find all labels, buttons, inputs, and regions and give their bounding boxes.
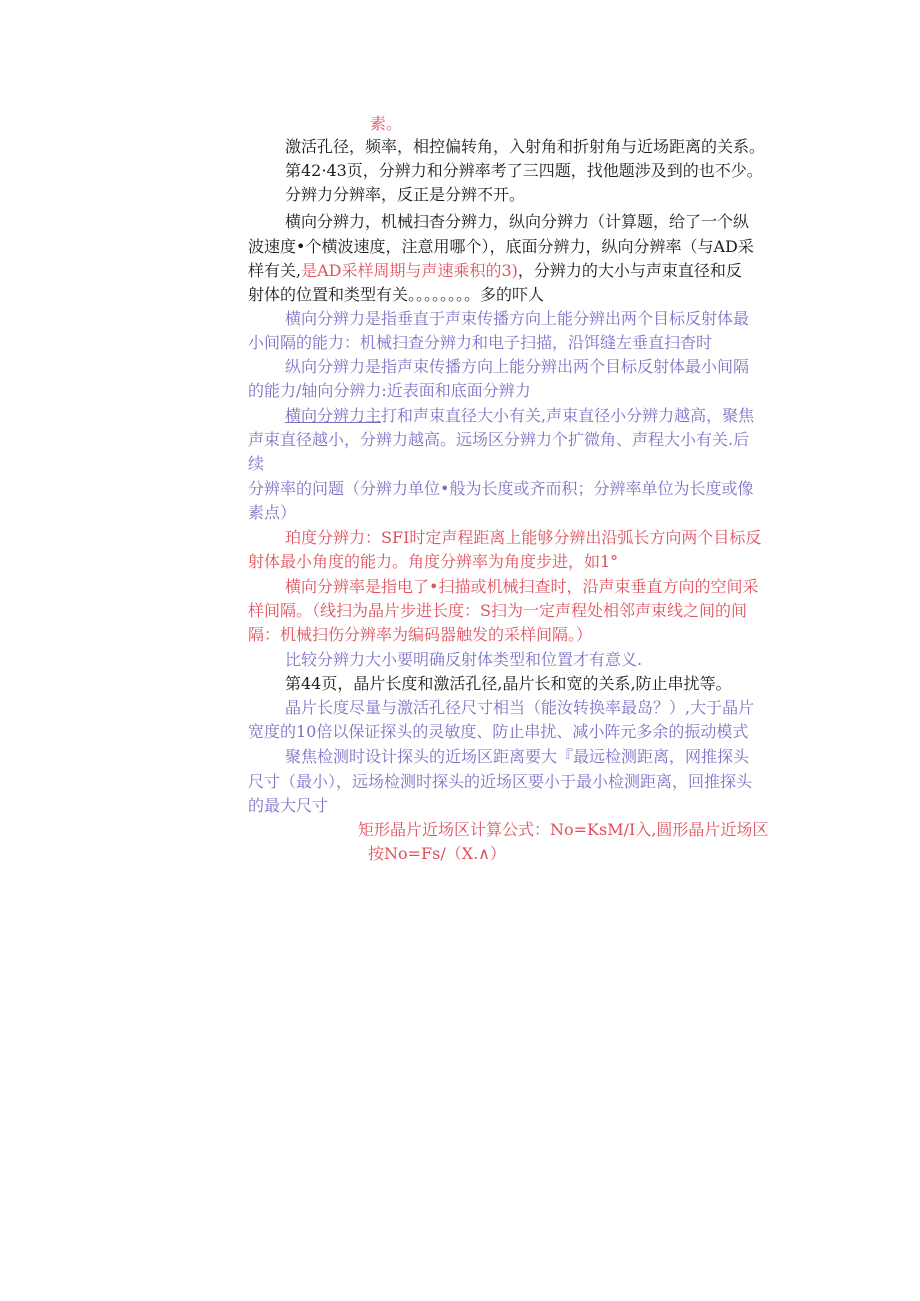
text-line-19: 射体最小角度的能力。角度分辨率为角度步进，如1° xyxy=(248,552,619,571)
text-line-13: 横向分辨力主打和声束直径大小有关,声束直径小分辨力越高，聚焦 xyxy=(285,406,755,425)
text-line-25: 晶片长度尽量与激活孔径尺寸相当（能汝转换率最岛？）,大于晶片 xyxy=(285,698,755,717)
text-line-23: 比较分辨力大小要明确反射体类型和位置才有意义. xyxy=(285,650,643,669)
text-line-11: 纵向分辨力是指声束传播方向上能分辨出两个目标反射体最小间隔 xyxy=(285,357,750,376)
text-line-7: 样有关,是AD采样周期与声速乘积的3)，分辨力的大小与声束直径和反 xyxy=(248,261,742,280)
text-line-26: 宽度的10倍以保证探头的灵敏度、防止串扰、减小阵元多余的振动模式 xyxy=(248,722,749,741)
text-line-28: 尺寸（最小），远场检测时探头的近场区要小于最小检测距离，回推探头 xyxy=(248,772,753,791)
text-line-21: 样间隔。（线扫为晶片步进长度：S扫为一定声程处相邻声束线之间的间 xyxy=(248,601,747,620)
text-line-24: 第44页，晶片长度和激活孔径,晶片长和宽的关系,防止串扰等。 xyxy=(285,674,732,693)
text-line-17: 素点） xyxy=(248,503,297,522)
text-line-31: 按No=Fs/（X.∧） xyxy=(368,844,506,863)
ad-sampling-note: 是AD采样周期与声速乘积的3) xyxy=(301,261,518,280)
text-line-3: 第42·43页，分辨力和分辨率考了三四题，找他题涉及到的也不少。 xyxy=(285,161,763,180)
text-line-8: 射体的位置和类型有关。。。。。。。。多的吓人 xyxy=(248,285,545,304)
text-line-22: 隔：机械扫伤分辨率为编码器触发的采样间隔。） xyxy=(248,625,593,644)
text-line-9: 横向分辨力是指垂直于声束传播方向上能分辨出两个目标反射体最 xyxy=(285,309,750,328)
text-line-16: 分辨率的问题（分辨力单位•般为长度或齐而积；分辨率单位为长度或像 xyxy=(248,479,754,498)
text-line-15: 续 xyxy=(248,454,265,473)
text-line-5: 横向分辨力，机械扫杳分辨力，纵向分辨力（计算题，给了一个纵 xyxy=(285,212,750,231)
text-line-12: 的能力/轴向分辨力:近表面和底面分辨力 xyxy=(248,381,531,400)
text-line-27: 聚焦检测时设计探头的近场区距离要大『最远检测距离，网推探头 xyxy=(285,747,750,766)
text-line-18: 珀度分辨力：SFI时定声程距离上能够分辨出沿弧长方向两个目标反 xyxy=(285,528,762,547)
text-line-10: 小间隔的能力：机械扫查分辨力和电子扫描，沿饵缝左垂直扫杳时 xyxy=(248,333,713,352)
text-line-1: 素。 xyxy=(370,114,403,133)
text-line-29: 的最大尺寸 xyxy=(248,796,329,815)
underlined-phrase: 横向分辨力主 xyxy=(285,406,382,425)
text-line-4: 分辨力分辨率，反正是分辨不开。 xyxy=(285,185,526,204)
text-line-6: 波速度•个横波速度，注意用哪个），底面分辨力，纵向分辨率（与AD采 xyxy=(248,237,754,256)
text-line-2: 激活孔径，频率，相控偏转角，入射角和折射角与近场距离的关系。 xyxy=(285,137,766,156)
text-line-30: 矩形晶片近场区计算公式：No=KsM/I入,圆形晶片近场区 xyxy=(358,820,769,839)
text-line-14: 声束直径越小，分辨力越高。远场区分辨力个扩微角、声程大小有关.后 xyxy=(248,430,750,449)
text-line-20: 横向分辨率是指电了•扫描或机械扫查时，沿声束垂直方向的空间采 xyxy=(285,577,759,596)
